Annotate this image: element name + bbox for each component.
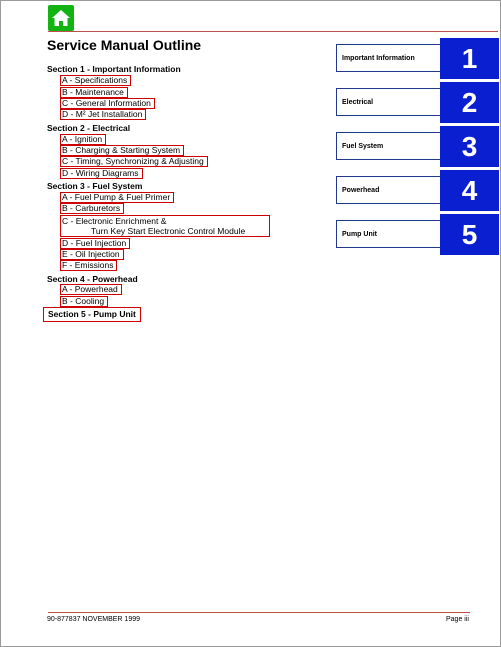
tab-electrical[interactable] bbox=[336, 82, 499, 118]
section-4-heading: Section 4 - Powerhead bbox=[47, 274, 138, 284]
link-carburetors[interactable]: B - Carburetors bbox=[60, 203, 124, 214]
home-button[interactable] bbox=[48, 5, 74, 31]
link-powerhead[interactable]: A - Powerhead bbox=[60, 284, 122, 295]
tab-powerhead[interactable] bbox=[336, 170, 499, 206]
link-electronic-enrichment-line2: Turn Key Start Electronic Control Module bbox=[91, 226, 246, 236]
tab-number: 4 bbox=[440, 170, 499, 211]
page-title: Service Manual Outline bbox=[47, 37, 202, 53]
tab-number: 2 bbox=[440, 82, 499, 123]
link-charging-starting[interactable]: B - Charging & Starting System bbox=[60, 145, 184, 156]
link-maintenance[interactable]: B - Maintenance bbox=[60, 87, 128, 98]
link-electronic-enrichment[interactable] bbox=[60, 215, 270, 237]
bottom-rule bbox=[48, 612, 470, 613]
tab-label: Pump Unit bbox=[336, 220, 440, 248]
top-rule bbox=[48, 31, 498, 32]
footer-document-number: 90-877837 NOVEMBER 1999 bbox=[47, 616, 140, 623]
tab-number: 5 bbox=[440, 214, 499, 255]
tab-important-information[interactable] bbox=[336, 38, 499, 74]
tab-pump-unit[interactable] bbox=[336, 214, 499, 250]
tab-label: Electrical bbox=[336, 88, 440, 116]
tab-label: Fuel System bbox=[336, 132, 440, 160]
tab-label: Important Information bbox=[336, 44, 440, 72]
link-general-information[interactable]: C - General Information bbox=[60, 98, 155, 109]
link-specifications[interactable]: A - Specifications bbox=[60, 75, 131, 86]
footer-page-number: Page iii bbox=[446, 616, 469, 623]
section-2-heading: Section 2 - Electrical bbox=[47, 123, 131, 133]
tab-label: Powerhead bbox=[336, 176, 440, 204]
home-icon bbox=[51, 9, 71, 27]
link-fuel-pump[interactable]: A - Fuel Pump & Fuel Primer bbox=[60, 192, 174, 203]
link-ignition[interactable]: A - Ignition bbox=[60, 134, 106, 145]
section-1-heading: Section 1 - Important Information bbox=[47, 64, 181, 74]
link-wiring-diagrams[interactable]: D - Wiring Diagrams bbox=[60, 168, 143, 179]
link-fuel-injection[interactable]: D - Fuel Injection bbox=[60, 238, 130, 249]
link-cooling[interactable]: B - Cooling bbox=[60, 296, 108, 307]
link-emissions[interactable]: F - Emissions bbox=[60, 260, 117, 271]
link-section-5-pump-unit[interactable]: Section 5 - Pump Unit bbox=[43, 307, 141, 322]
tab-number: 3 bbox=[440, 126, 499, 167]
link-timing[interactable]: C - Timing, Synchronizing & Adjusting bbox=[60, 156, 208, 167]
tab-fuel-system[interactable] bbox=[336, 126, 499, 162]
link-oil-injection[interactable]: E - Oil Injection bbox=[60, 249, 124, 260]
tab-number: 1 bbox=[440, 38, 499, 79]
section-3-heading: Section 3 - Fuel System bbox=[47, 181, 143, 191]
link-electronic-enrichment-line1: C - Electronic Enrichment & bbox=[62, 216, 167, 226]
link-jet-installation[interactable]: D - M² Jet Installation bbox=[60, 109, 146, 120]
